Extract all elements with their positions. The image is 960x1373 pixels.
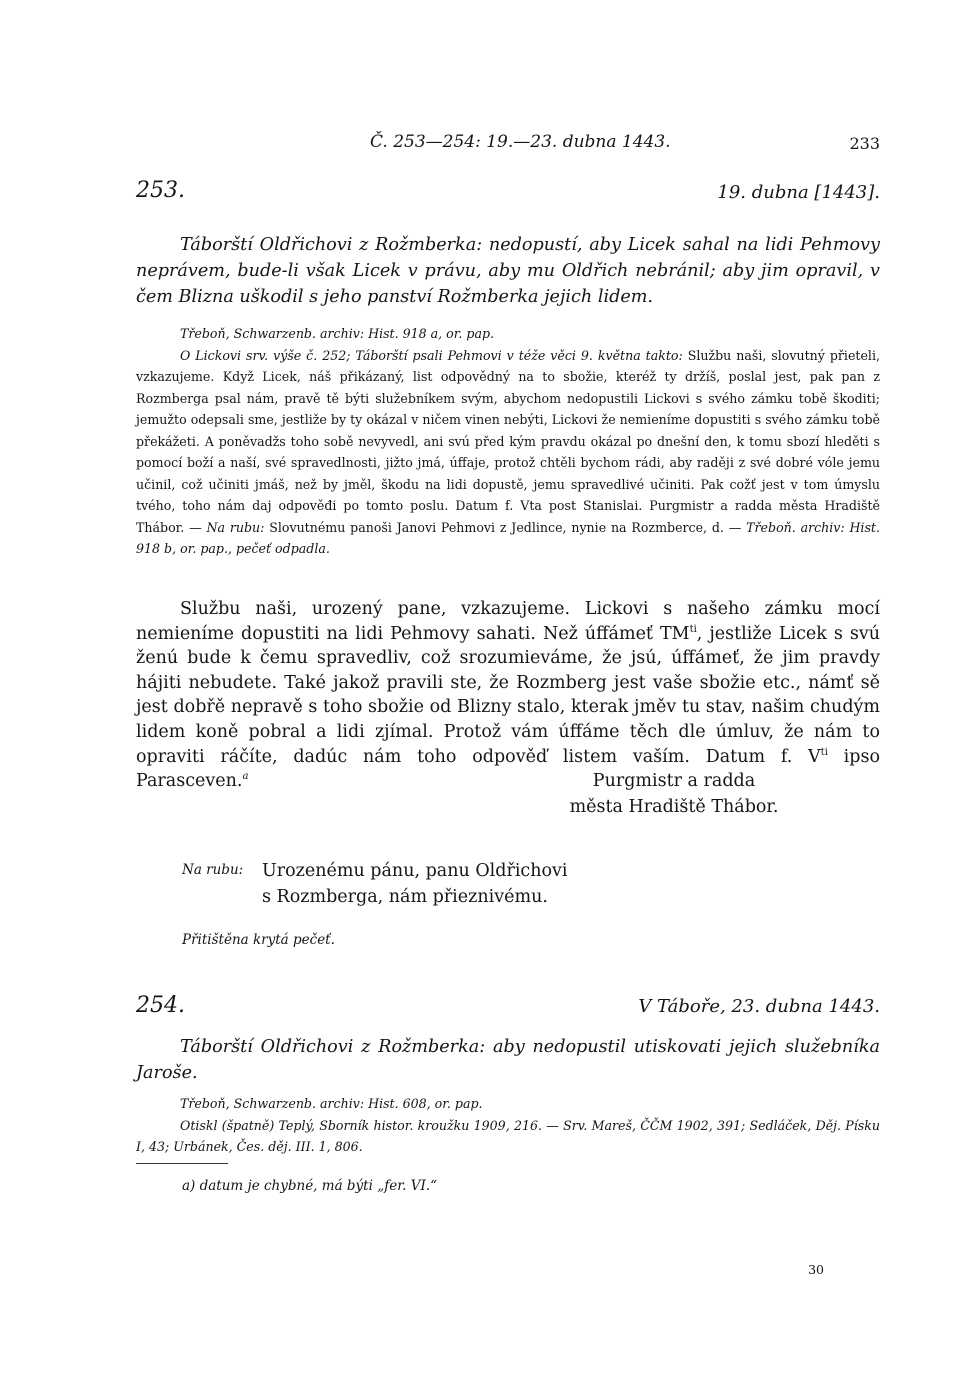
note-253-text: Službu naši, slovutný přieteli, vzkazujeme. Když Licek, náš přikázaný, list odpovědný na to sbožie, kteréž ty držíš, poslal jest, pak pan z Rozmberga psal nám, pravě tě býti služebníkem svým, abychom nedopustili Lickovi s svého zámku tobě škoditi; jemužto odepsali sme, jestliže by ty okázal v ničem vinen nebýti, Lickovi že nemieníme dopustiti s svého zámku tobě překážeti. A poněvadžs toho sobě nevyvedl, ani svú před kým pravdu okázal po dnešní den, k tomu sbozí hleděti s pomocí boží a naší, své spravedlnosti, jižto jmá, úffaje, protož chtěli bychom rádi, aby raději z své dobré vóle jemu učinil, což učiniti jmáš, než by jměl, škodu na lidi dopustě, jemu spravedlivé učiniti. Pak cožť jest v tom úmyslu tvého, toho nám daj odpověđi po tomto poslu. — [136, 347, 880, 513]
body-253-part-1: Službu naši, urozený pane, vzkazujeme. Lickovi s našeho zámku mocí nemieníme dopustiti na lidi Pehmovy sahati. Než úffámeť TM — [136, 599, 880, 644]
regest-254 — [136, 1034, 880, 1086]
note-253 — [136, 345, 880, 560]
footnote-marker-a: a — [242, 771, 249, 783]
address-253 — [262, 858, 568, 910]
signature-line-2: města Hradiště Thábor. — [569, 797, 779, 817]
sheet-signature-number: 30 — [808, 1262, 824, 1277]
footnote-rule — [136, 1163, 228, 1164]
signature-line-1: Purgmistr a radda — [592, 771, 756, 791]
footnote-a: a) datum je chybné, má býti „fer. VI.“ — [182, 1178, 438, 1194]
regest-254-text: Táborští Oldřichovi z Rožmberka: aby nedopustil utiskovati jejich služebníka Jaroše. — [136, 1037, 880, 1083]
body-253-vti-sup: ti — [820, 746, 828, 758]
note-253-post: post Stanislai. Purgmistr a radda města Hradiště Thábor. — — [136, 498, 880, 535]
body-253-ipso: ipso Parasceven. — [136, 746, 880, 792]
apparatus-254 — [136, 1093, 880, 1158]
body-253-tm-sup: ti — [689, 623, 697, 635]
regest-253 — [136, 232, 880, 310]
signature-253 — [554, 768, 794, 820]
body-253-text — [136, 597, 880, 794]
page-number: 233 — [849, 134, 880, 153]
body-253-part-2: , jestliže Licek s svú ženú bude k čemu spravedliv, což srozumievámе, že jsú, úffámeť, že jim pravdy hájiti nebudete. Také jakož pravili ste, že Rozmberg jest vaše sbožie etc., námť sě jest dobřě nepravě s toho sbožie od Blizny stalo, kterak jměv tu stav, našim chudým lidem koně pobral a lidi zjímal. Protož vám úffáme těch dle úmluv, že nám to opraviti ráčíte, dadúc nám toho odpověď listem vaším. — [136, 623, 880, 767]
edition-254: Otiskl (špatně) Teplý, Sborník histor. kroužku 1909, 216. — Srv. Mareš, ČČM 1902, 391; Sedláček, Děj. Písku I, 43; Urbánek, Čes. děj. III. 1, 806. — [136, 1117, 880, 1154]
note-253-source: Třeboň. archiv: Hist. 918 b, or. pap., pečeť odpadla. — [136, 519, 880, 556]
seal-note: Přitištěna krytá pečeť. — [182, 932, 335, 948]
apparatus-253 — [136, 323, 880, 560]
note-253-intro: O Lickovi srv. výše č. 252; Táborští psali Pehmovi v téže věci 9. května takto: — [180, 347, 683, 363]
document-date-253: 19. dubna [1443]. — [717, 182, 880, 203]
note-253-addr: Slovutnému panoši Janovi Pehmovi z Jedlince, nynie na Rozmberce, d. — — [269, 519, 742, 535]
source-254: Třeboň, Schwarzenb. archiv: Hist. 608, or. pap. — [180, 1096, 483, 1111]
document-number-253: 253. — [136, 178, 185, 203]
note-253-datum: Datum f. — [455, 498, 514, 513]
document-date-254: V Táboře, 23. dubna 1443. — [638, 996, 880, 1017]
running-title: Č. 253—254: 19.—23. dubna 1443. — [370, 132, 671, 152]
note-253-na-rubu: Na rubu: — [206, 519, 265, 535]
regest-253-text: Táborští Oldřichovi z Rožmberka: nedopustí, aby Licek sahal na lidi Pehmovy neprávem, bude-li však Licek v právu, aby mu Oldřich nebránil; aby jim opravil, v čem Blizna uškodil s jeho panství Rožmberka jejich lidem. — [136, 235, 880, 307]
source-253: Třeboň, Schwarzenb. archiv: Hist. 918 a, or. pap. — [180, 326, 495, 341]
body-253 — [136, 597, 880, 794]
address-line-2: s Rozmberga, nám přieznivému. — [262, 887, 548, 907]
address-line-1: Urozenému pánu, panu Oldřichovi — [262, 861, 568, 881]
document-number-254: 254. — [136, 993, 185, 1018]
note-253-vta: Vta — [520, 498, 542, 513]
body-253-datum: Datum f. V — [705, 746, 821, 767]
address-label: Na rubu: — [182, 862, 244, 878]
